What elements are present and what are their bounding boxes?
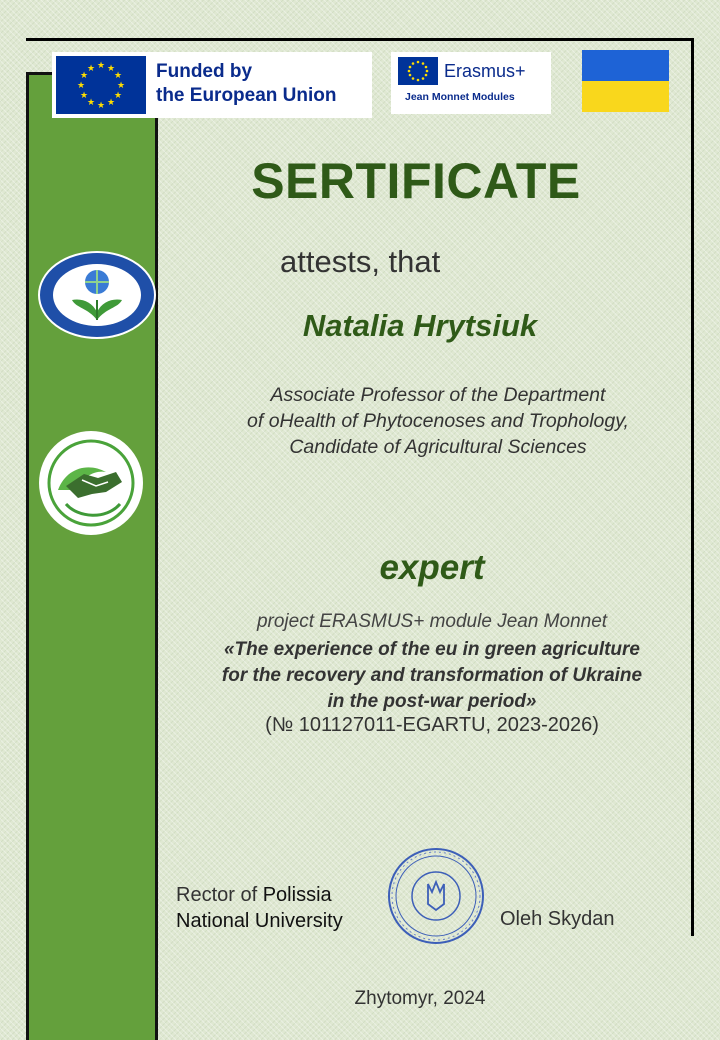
svg-text:★: ★ — [116, 81, 126, 91]
svg-text:★: ★ — [79, 91, 89, 101]
svg-text:★: ★ — [113, 91, 123, 101]
svg-text:★: ★ — [106, 98, 116, 108]
rector-line-1 — [176, 882, 343, 908]
svg-text:★: ★ — [86, 64, 96, 74]
project-title — [160, 637, 704, 715]
polissia-university-emblem-icon — [36, 250, 158, 345]
eu-text-line1: Funded by — [156, 61, 253, 82]
certificate-title: SERTIFICATE — [251, 153, 581, 209]
rector-line-2: National University — [176, 910, 343, 932]
rector-prefix: Rector of — [176, 884, 258, 906]
position-block — [170, 382, 706, 460]
signatory-name: Oleh Skydan — [500, 908, 615, 930]
svg-text:★: ★ — [96, 101, 106, 111]
svg-text:★: ★ — [86, 98, 96, 108]
erasmus-logo — [391, 52, 551, 114]
ukraine-flag-yellow — [582, 81, 669, 112]
frame-top-border — [26, 38, 694, 41]
position-line-2: of oHealth of Phytocenoses and Trophology, — [247, 410, 629, 432]
frame-right-border — [691, 38, 694, 936]
place-date: Zhytomyr, 2024 — [354, 988, 486, 1009]
svg-text:★: ★ — [76, 81, 86, 91]
project-intro: project ERASMUS+ module Jean Monnet — [256, 611, 608, 632]
position-line-3: Candidate of Agricultural Sciences — [289, 436, 587, 458]
green-side-bar — [26, 72, 158, 1040]
ukraine-flag-blue — [582, 50, 669, 81]
ukraine-flag-icon — [582, 50, 669, 112]
project-number: (№ 101127011-EGARTU, 2023-2026) — [265, 714, 599, 736]
eu-funding-logo — [52, 52, 372, 118]
project-title-line-3: in the post-war period» — [327, 691, 537, 712]
egartu-module-emblem-icon — [36, 428, 146, 543]
role-title: expert — [379, 548, 485, 587]
project-title-line-2: for the recovery and transformation of Ukraine — [221, 665, 643, 686]
university-seal-icon — [386, 846, 486, 951]
position-line-1: Associate Professor of the Department — [270, 384, 606, 406]
svg-text:★: ★ — [96, 61, 106, 71]
attests-text: attests, that — [280, 244, 441, 279]
rector-title — [176, 882, 343, 934]
eu-funding-text — [156, 60, 337, 108]
erasmus-wordmark: Erasmus+ — [444, 61, 526, 81]
recipient-name: Natalia Hrytsiuk — [302, 308, 538, 343]
svg-text:★: ★ — [79, 71, 89, 81]
university-word: Polissia — [262, 884, 332, 906]
svg-text:★: ★ — [106, 64, 116, 74]
project-title-line-1: «The experience of the eu in green agriculture — [223, 639, 640, 660]
eu-flag-icon — [56, 56, 146, 114]
eu-text-line2: the European Union — [156, 85, 337, 106]
erasmus-eu-flag-icon — [398, 57, 438, 85]
svg-text:★: ★ — [113, 71, 123, 81]
erasmus-subtitle: Jean Monnet Modules — [405, 91, 515, 103]
